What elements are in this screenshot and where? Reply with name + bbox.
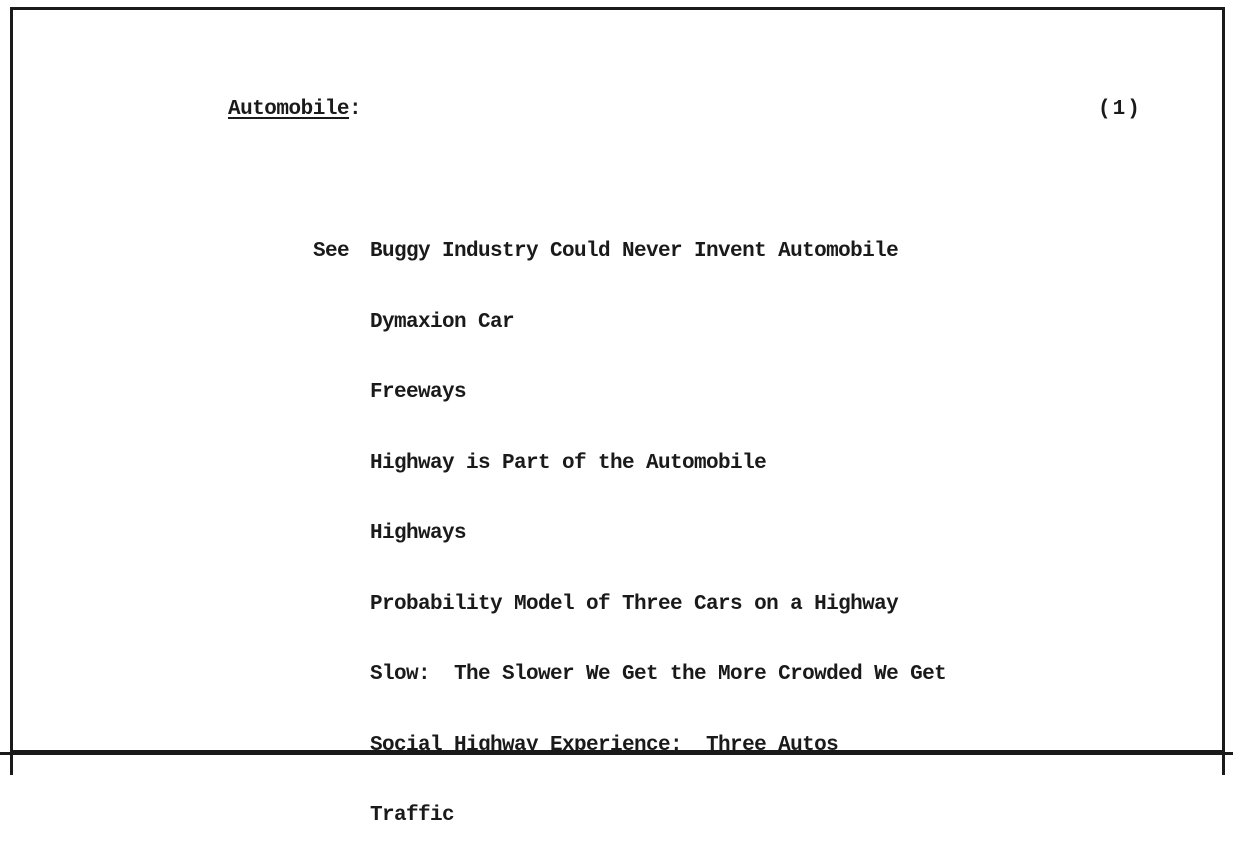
heading-title: Automobile (228, 98, 350, 121)
list-item (313, 734, 946, 758)
list-item (313, 804, 946, 828)
cross-reference-entry: Slow: The Slower We Get the More Crowded We Get (370, 663, 947, 686)
cross-reference-entry: Probability Model of Three Cars on a Highway (370, 592, 899, 616)
list-item (313, 240, 946, 264)
cross-reference-entry: Highway is Part of the Automobile (370, 451, 767, 475)
cross-reference-entry: Freeways (370, 381, 467, 404)
page-number: (1) (1098, 98, 1142, 121)
list-item (313, 593, 946, 617)
list-item (313, 381, 946, 405)
cross-reference-list (313, 193, 946, 851)
cross-reference-entry: Buggy Industry Could Never Invent Automobile (370, 240, 899, 263)
cross-reference-entry: Dymaxion Car (370, 310, 515, 334)
cross-reference-entry: Traffic (370, 804, 455, 827)
list-item (313, 522, 946, 546)
cross-reference-entry: Social Highway Experience: Three Autos (370, 733, 839, 757)
list-item (313, 311, 946, 335)
see-prefix: See (313, 240, 350, 263)
bottom-strip-left (10, 755, 13, 775)
cross-reference-entry: Highways (370, 522, 467, 545)
list-item (313, 663, 946, 687)
bottom-strip-right (1222, 755, 1225, 775)
heading-colon: : (349, 98, 362, 121)
card-heading (228, 98, 361, 121)
list-item (313, 452, 946, 476)
